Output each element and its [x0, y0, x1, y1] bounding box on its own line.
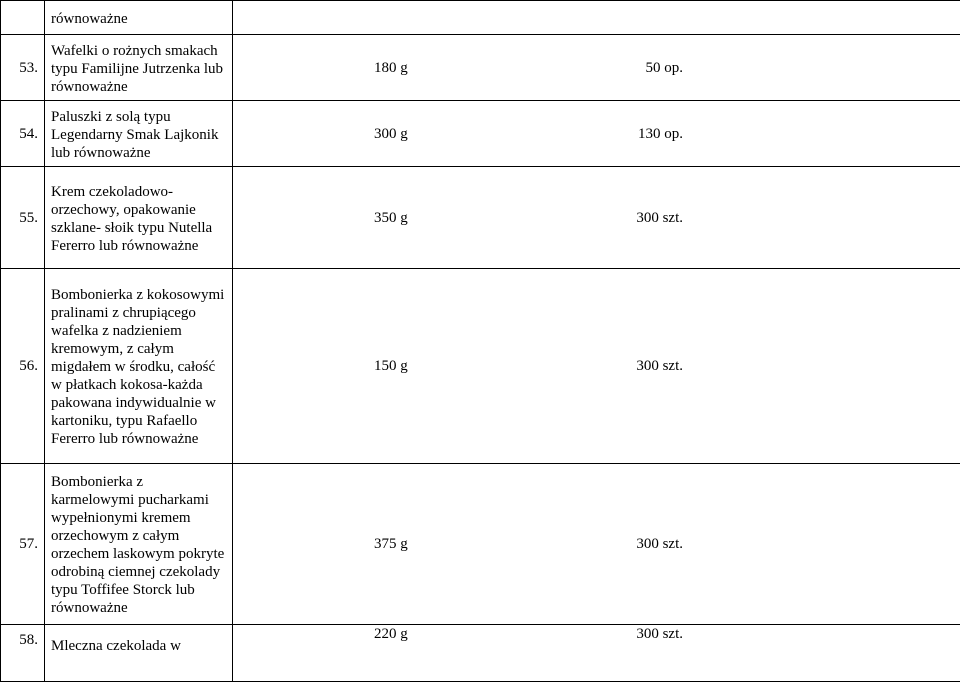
product-name: [45, 101, 233, 167]
weight-qty-cell: [233, 101, 960, 167]
quantity: 300 szt.: [543, 625, 683, 643]
table-row: [1, 167, 960, 269]
weight: 300 g: [233, 125, 543, 143]
row-number: 56.: [1, 269, 45, 464]
row-number: 53.: [1, 35, 45, 101]
weight-qty-cell: [233, 625, 960, 682]
product-name: [45, 35, 233, 101]
row-number: 57.: [1, 464, 45, 625]
weight: 350 g: [233, 209, 543, 227]
row-number: 54.: [1, 101, 45, 167]
weight-qty-cell: [233, 1, 960, 35]
quantity: 300 szt.: [543, 209, 683, 227]
row-number: 58.: [1, 625, 45, 682]
row-number: 55.: [1, 167, 45, 269]
table-row: [1, 464, 960, 625]
table-row: [1, 35, 960, 101]
product-name-text: Bombonierka z karmelowymi pucharkami wypełnionymi kremem orzechowym z całym orzechem laskowym pokryte odrobiną ciemnej czekolady typu Toffifee Storck lub równoważne: [51, 471, 228, 617]
row-number: [1, 1, 45, 35]
quantity: 300 szt.: [543, 357, 683, 375]
table-row: [1, 625, 960, 682]
product-name-text: Bombonierka z kokosowymi pralinami z chrupiącego wafelka z nadzieniem kremowym, z całym migdałem w środku, całość w płatkach kokosa-każda pakowana indywidualnie w kartoniku, typu Rafaello Fererro lub równoważne: [51, 284, 228, 448]
weight-qty-cell: [233, 167, 960, 269]
product-name: [45, 1, 233, 35]
product-name-text: Krem czekoladowo-orzechowy, opakowanie szklane- słoik typu Nutella Fererro lub równoważne: [51, 181, 228, 255]
table-row: [1, 101, 960, 167]
product-name-text: Mleczna czekolada w: [51, 635, 228, 655]
product-name: [45, 625, 233, 682]
weight: 220 g: [233, 625, 543, 643]
weight-qty-cell: [233, 464, 960, 625]
table-row: [1, 1, 960, 35]
weight: 150 g: [233, 357, 543, 375]
product-name-text: Paluszki z solą typu Legendarny Smak Lajkonik lub równoważne: [51, 106, 228, 162]
quantity: 130 op.: [543, 125, 683, 143]
weight-qty-cell: [233, 269, 960, 464]
product-name-text: równoważne: [51, 8, 228, 28]
weight-qty-cell: [233, 35, 960, 101]
quantity: 300 szt.: [543, 535, 683, 553]
product-name: [45, 167, 233, 269]
weight: 180 g: [233, 59, 543, 77]
quantity: 50 op.: [543, 59, 683, 77]
table-row: [1, 269, 960, 464]
product-name: [45, 269, 233, 464]
product-name: [45, 464, 233, 625]
weight: 375 g: [233, 535, 543, 553]
product-name-text: Wafelki o rożnych smakach typu Familijne Jutrzenka lub równoważne: [51, 40, 228, 96]
